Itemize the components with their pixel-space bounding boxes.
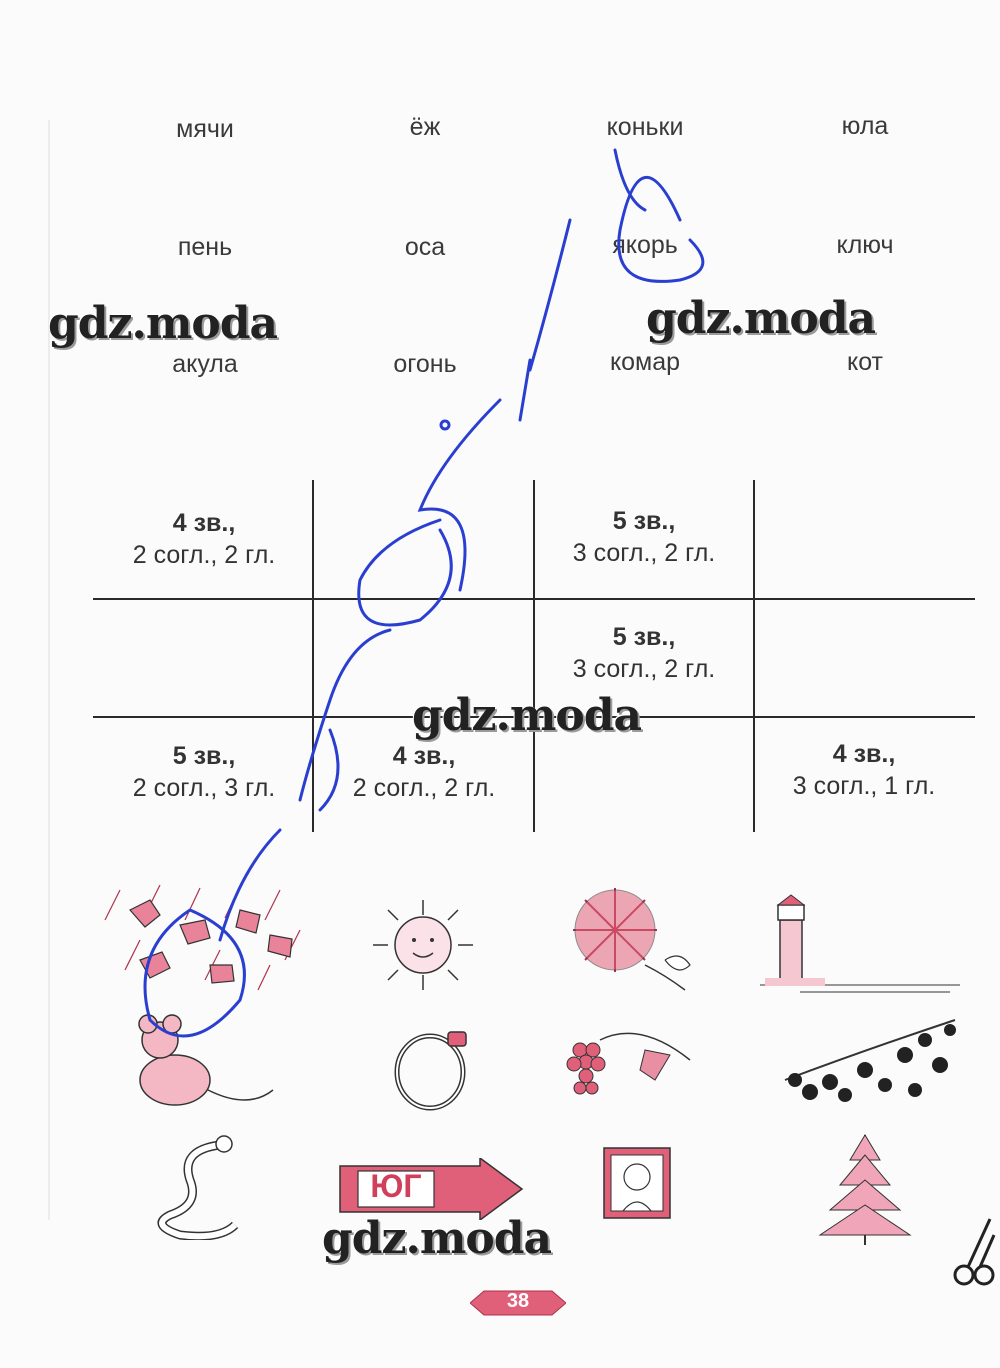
word: якорь — [612, 231, 678, 259]
scan-ghost-left — [8, 120, 50, 1220]
word: комар — [609, 348, 681, 376]
cell-sounds: 4 зв., — [172, 509, 236, 537]
table-cell — [793, 738, 935, 802]
cell-breakdown: 3 согл., 2 гл. — [572, 539, 716, 567]
sign-label: ЮГ — [370, 1168, 422, 1204]
cell-breakdown: 2 согл., 3 гл. — [132, 774, 276, 802]
cell-sounds: 4 зв., — [832, 740, 896, 768]
cell-breakdown: 2 согл., 2 гл. — [352, 774, 496, 802]
word: кот — [846, 348, 884, 376]
word: акула — [172, 350, 238, 378]
cell-sounds: 5 зв., — [172, 742, 236, 770]
cell-sounds: 4 зв., — [392, 742, 456, 770]
cell-breakdown: 3 согл., 2 гл. — [572, 655, 716, 683]
girl-portrait-picture — [603, 1147, 671, 1219]
cell-breakdown: 3 согл., 1 гл. — [792, 772, 936, 800]
handwritten-answer — [100, 130, 720, 1090]
word: мячи — [176, 115, 234, 143]
word: пень — [177, 233, 233, 261]
word: огонь — [393, 350, 457, 378]
watermark: gdz.moda — [646, 293, 876, 344]
word: юла — [841, 112, 889, 140]
watermark: gdz.moda — [412, 690, 642, 741]
word: ключ — [836, 231, 894, 259]
cell-breakdown: 2 согл., 2 гл. — [132, 541, 276, 569]
watermark: gdz.moda — [322, 1213, 552, 1264]
word: оса — [404, 233, 446, 261]
snake-picture — [150, 1130, 250, 1240]
watermark: gdz.moda — [48, 298, 278, 349]
cell-sounds: 5 зв., — [612, 623, 676, 651]
spruce-tree-picture — [805, 1130, 935, 1250]
cell-sounds: 5 зв., — [612, 507, 676, 535]
table-line — [753, 480, 755, 832]
page-number: 38 — [506, 1290, 530, 1312]
scissors-icon — [950, 1215, 998, 1295]
lighthouse-picture — [760, 890, 960, 1000]
blueberry-branch-picture — [775, 1010, 965, 1120]
word: коньки — [606, 113, 684, 141]
word: ёж — [409, 113, 441, 141]
